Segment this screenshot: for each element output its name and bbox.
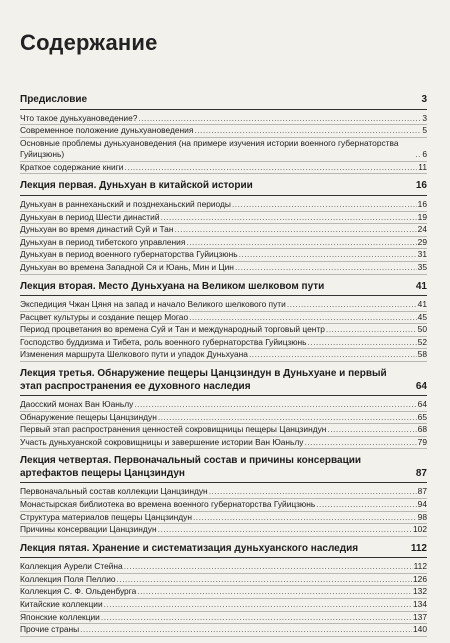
toc-entry: [20, 312, 427, 325]
toc-page: [20, 30, 427, 643]
toc-entry-text: Причины консервации Цанцзиндун: [20, 524, 157, 535]
leader-dots: [193, 512, 417, 524]
section-heading-text: Лекция третья. Обнаружение пещеры Цанцзиндун в Дуньхуане и первый этап распространения ее духовного наследия: [20, 368, 387, 392]
toc-entry: [20, 199, 427, 212]
leader-dots: [124, 561, 413, 573]
toc-entry-page: 6: [422, 149, 427, 160]
toc-section: [20, 543, 427, 637]
leader-dots: [308, 337, 417, 349]
toc-entry-page: 41: [417, 299, 427, 310]
leader-dots: [134, 399, 416, 411]
leader-dots: [124, 162, 417, 174]
toc-entry-text: Даосский монах Ван Юаньлу: [20, 399, 134, 409]
toc-entry-page: 102: [413, 524, 427, 535]
toc-entry-page: 3: [422, 112, 427, 123]
section-heading: [20, 368, 427, 396]
section-heading-page: 87: [415, 467, 427, 479]
toc-entry: [20, 349, 427, 362]
toc-entry: [20, 412, 427, 425]
leader-dots: [137, 586, 412, 598]
leader-dots: [186, 237, 416, 249]
toc-entry-text: Коллекция Поля Пеллио: [20, 573, 116, 584]
toc-entry-page: 98: [417, 511, 427, 522]
toc-entry-page: 79: [417, 436, 427, 447]
toc-entry: [20, 599, 427, 612]
leader-dots: [117, 574, 412, 586]
leader-dots: [158, 524, 412, 536]
toc-entry: [20, 113, 427, 126]
section-heading: [20, 281, 427, 297]
toc-section: [20, 455, 427, 536]
toc-entry-text: Дуньхуан в период тибетского управления: [20, 236, 186, 247]
section-heading-text: Лекция первая. Дуньхуан в китайской истории: [20, 180, 253, 192]
toc-entry-page: 112: [413, 561, 427, 572]
toc-entry-page: 29: [417, 236, 427, 247]
section-heading-page: 112: [410, 542, 427, 554]
toc-entry: [20, 586, 427, 599]
toc-entry-text: Китайские коллекции: [20, 599, 103, 610]
toc-entry-page: 137: [413, 611, 427, 622]
toc-entry: [20, 486, 427, 499]
toc-entry: [20, 561, 427, 574]
toc-entry: [20, 324, 427, 337]
toc-entry-page: 31: [417, 249, 427, 260]
toc-entry-page: 45: [417, 311, 427, 322]
leader-dots: [305, 437, 417, 449]
toc-entry-text: Расцвет культуры и создание пещер Могао: [20, 311, 189, 322]
leader-dots: [104, 599, 412, 611]
section-heading: [20, 180, 427, 196]
toc-entry-page: 16: [417, 198, 427, 209]
toc-entry-text: Период процветания во времена Суй и Тан и международный торговый центр: [20, 324, 325, 335]
leader-dots: [80, 624, 412, 636]
toc-entry-text: Дуньхуан во времена Западной Ся и Юань, Мин и Цин: [20, 261, 234, 272]
toc-entry: [20, 424, 427, 437]
toc-entry-text: Основные проблемы дуньхуановедения (на примере изучения истории военного губернаторства Гуйицзюнь): [20, 137, 399, 160]
toc-entry-page: 134: [413, 599, 427, 610]
leader-dots: [235, 262, 417, 274]
toc-entry: [20, 574, 427, 587]
toc-entry: [20, 524, 427, 537]
leader-dots: [415, 149, 421, 161]
toc-entry-text: Монастырская библиотека во времена военного губернаторства Гуйицзюнь: [20, 498, 316, 509]
leader-dots: [194, 125, 421, 137]
toc-entry-text: Коллекция Аурели Стейна: [20, 561, 123, 572]
toc-entry-text: Структура материалов пещеры Цанцзиндун: [20, 511, 192, 522]
toc-entry-page: 58: [417, 349, 427, 360]
page-title: Содержание: [20, 30, 158, 55]
toc-entry-page: 24: [417, 224, 427, 235]
toc-entry-page: 126: [413, 573, 427, 584]
toc-entry-page: 19: [417, 211, 427, 222]
toc-entry-text: Коллекция С. Ф. Ольденбурга: [20, 586, 137, 597]
leader-dots: [138, 113, 421, 125]
toc-entry: [20, 262, 427, 275]
toc-entry-text: Японские коллекции: [20, 611, 100, 622]
leader-dots: [249, 349, 417, 361]
toc-entry-text: Первый этап распространения ценностей сокровищницы пещеры Цанцзиндун: [20, 424, 327, 435]
toc-entry-text: Дуньхуан во время династий Суй и Тан: [20, 224, 174, 235]
section-heading-page: 64: [415, 380, 427, 392]
toc-section: [20, 368, 427, 449]
leader-dots: [287, 299, 417, 311]
toc-entry-text: Дуньхуан в период Шести династий: [20, 211, 160, 222]
toc-entry: [20, 512, 427, 525]
toc-entry-page: 52: [417, 336, 427, 347]
toc-entry-text: Экспедиция Чжан Цяня на запад и начало Великого шелкового пути: [20, 299, 286, 310]
section-heading: [20, 543, 427, 559]
leader-dots: [209, 486, 417, 498]
section-heading-text: Лекция вторая. Место Дуньхуана на Великом шелковом пути: [20, 280, 325, 292]
toc-entry-page: 140: [413, 624, 427, 635]
toc-entry-text: Современное положение дуньхуановедения: [20, 125, 194, 136]
toc-section: [20, 281, 427, 362]
leader-dots: [316, 499, 416, 511]
toc-entry-text: Дуньхуан в раннеханьский и позднеханьский периоды: [20, 198, 231, 209]
toc-entry: [20, 224, 427, 237]
toc-section: [20, 180, 427, 274]
toc-entry: [20, 337, 427, 350]
leader-dots: [158, 412, 417, 424]
toc-entry-page: 87: [417, 486, 427, 497]
toc-entry: [20, 138, 427, 162]
toc-entry-text: Участь дуньхуанской сокровищницы и завершение истории Ван Юаньлу: [20, 436, 304, 447]
toc-entry-page: 11: [418, 161, 427, 172]
toc-entry: [20, 499, 427, 512]
toc-entry-text: Первоначальный состав коллекции Цанцзиндун: [20, 486, 208, 497]
leader-dots: [327, 424, 416, 436]
toc-entry: [20, 162, 427, 175]
toc-entry: [20, 249, 427, 262]
toc-entry-text: Прочие страны: [20, 624, 80, 635]
toc-entry-page: 35: [417, 261, 427, 272]
toc-entry-page: 50: [417, 324, 427, 335]
leader-dots: [189, 312, 417, 324]
leader-dots: [174, 224, 416, 236]
section-heading-text: Лекция четвертая. Первоначальный состав и причины консервации артефактов пещеры Цанцзиндун: [20, 455, 362, 479]
section-heading-page: 41: [415, 280, 427, 292]
leader-dots: [239, 249, 417, 261]
section-heading: [20, 94, 427, 110]
toc-entry-page: 68: [417, 424, 427, 435]
toc-entry: [20, 299, 427, 312]
toc-entry: [20, 237, 427, 250]
toc-entry-page: 94: [417, 498, 427, 509]
toc-section: [20, 94, 427, 174]
toc-entry: [20, 624, 427, 637]
leader-dots: [232, 199, 417, 211]
toc-entry: [20, 437, 427, 450]
toc-entry-text: Дуньхуан в период военного губернаторства Гуйицзюнь: [20, 249, 238, 260]
leader-dots: [326, 324, 417, 336]
toc-entry-text: Господство буддизма и Тибета, роль военного губернаторства Гуйицзюнь: [20, 336, 307, 347]
toc-entry-text: Изменения маршрута Шелкового пути и упадок Дуньхуана: [20, 349, 248, 360]
toc-entry-page: 132: [413, 586, 427, 597]
section-heading-page: 16: [415, 180, 427, 192]
toc-entry: [20, 125, 427, 138]
toc-entry-text: Краткое содержание книги: [20, 161, 124, 172]
section-heading-text: Лекция пятая. Хранение и систематизация дуньхуанского наследия: [20, 542, 359, 554]
leader-dots: [101, 612, 412, 624]
toc-entry-text: Что такое дуньхуановедение?: [20, 112, 138, 123]
toc-entry-page: 5: [422, 125, 427, 136]
section-heading-page: 3: [421, 94, 427, 105]
section-heading-text: Предисловие: [20, 94, 88, 105]
toc-entry: [20, 612, 427, 625]
section-heading: [20, 455, 427, 483]
toc-entry-page: 65: [417, 411, 427, 422]
toc-entry-text: Обнаружение пещеры Цанцзиндун: [20, 411, 157, 422]
toc-entry: [20, 212, 427, 225]
toc-entry: [20, 399, 427, 412]
toc-entry-page: 64: [417, 399, 427, 409]
leader-dots: [161, 212, 417, 224]
